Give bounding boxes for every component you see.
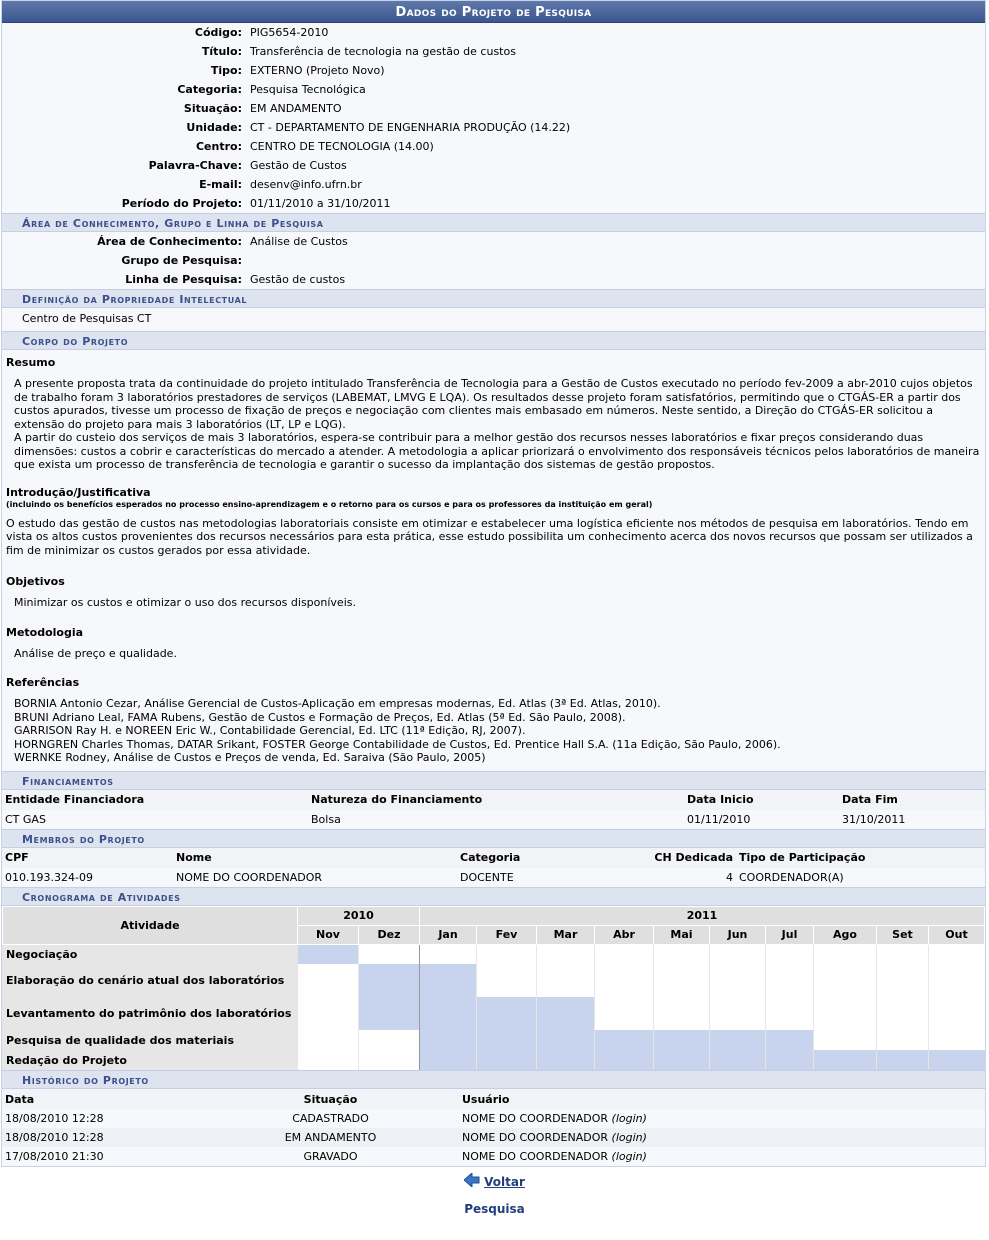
cronograma-cell: [359, 997, 420, 1030]
historico-usuario-name: NOME DO COORDENADOR: [462, 1131, 609, 1144]
cronograma-cell: [654, 944, 710, 964]
table-row: [2, 868, 985, 887]
historico-situacao: EM ANDAMENTO: [202, 1128, 459, 1147]
cronograma-cell: [814, 964, 877, 997]
membros-header: Categoria: [457, 848, 647, 868]
cronograma-month-header: Nov: [298, 925, 359, 944]
financiamentos-cell: CT GAS: [2, 810, 308, 829]
project-info-table: [2, 23, 985, 213]
membros-cell: 010.193.324-09: [2, 868, 173, 887]
propriedade-value: Centro de Pesquisas CT: [2, 308, 985, 331]
cronograma-cell: [359, 1050, 420, 1070]
cronograma-activity-name: Negociação: [3, 944, 298, 964]
cronograma-activity-name: Elaboração do cenário atual dos laboratórios: [3, 964, 298, 997]
metodologia-title: Metodologia: [6, 625, 84, 639]
cronograma-cell: [595, 997, 654, 1030]
membros-cell: DOCENTE: [457, 868, 647, 887]
cronograma-month-header: Set: [877, 925, 929, 944]
membros-section-title-text: Membros do Projeto: [22, 832, 145, 846]
cronograma-activity-name: Redação do Projeto: [3, 1050, 298, 1070]
project-field-row: [2, 137, 985, 156]
membros-section-title: [2, 829, 985, 848]
reference-item: WERNKE Rodney, Análise de Custos e Preços de venda, Ed. Saraiva (São Paulo, 2005): [14, 751, 486, 764]
project-field-value: Gestão de Custos: [250, 159, 347, 172]
project-field-label: Centro:: [195, 140, 242, 153]
project-field-label: Palavra-Chave:: [148, 159, 242, 172]
historico-usuario: [459, 1147, 985, 1166]
area-field-value: Análise de Custos: [250, 235, 348, 248]
cronograma-cell: [654, 964, 710, 997]
membros-cell: COORDENADOR(A): [736, 868, 985, 887]
cronograma-cell: [420, 964, 477, 997]
resumo-paragraph-1: A presente proposta trata da continuidade do projeto intitulado Transferência de Tecnologia para a Gestão de Custos executado no período fev-2009 a abr-2010 cujos objetos de trabalho foram 3 laboratórios prestadores de serviços (LABEMAT, LMVG E LQA). Os resultados desse projeto foram satisfatórios, permitindo que o CTGÁS-ER a partir dos custos apurados, tivesse um processo de fixação de preços e negociação com clientes mais embasado em números. Neste sentido, a Direção do CTGÁS-ER solicitou a extensão do projeto para mais 3 laboratórios (LT, LP e LQG).: [14, 377, 973, 431]
cronograma-cell: [877, 1050, 929, 1070]
cronograma-cell: [359, 1030, 420, 1050]
cronograma-activity-name: Pesquisa de qualidade dos materiais: [3, 1030, 298, 1050]
historico-usuario-name: NOME DO COORDENADOR: [462, 1112, 609, 1125]
membros-cell: 4: [647, 868, 736, 887]
project-field-value: 01/11/2010 a 31/10/2011: [250, 197, 391, 210]
project-field-label: Unidade:: [186, 121, 242, 134]
cronograma-month-header: Abr: [595, 925, 654, 944]
cronograma-cell: [537, 1050, 595, 1070]
table-row: [2, 810, 985, 829]
project-field-value: EXTERNO (Projeto Novo): [250, 64, 385, 77]
cronograma-year-2010: 2010: [298, 906, 420, 925]
cronograma-year-2011: 2011: [420, 906, 985, 925]
cronograma-cell: [929, 944, 985, 964]
cronograma-cell: [766, 997, 814, 1030]
cronograma-cell: [595, 1030, 654, 1050]
reference-item: BRUNI Adriano Leal, FAMA Rubens, Gestão de Custos e Formação de Preços, Ed. Atlas (5ª Ed. São Paulo, 2008).: [14, 710, 626, 724]
project-field-label: Título:: [201, 45, 242, 58]
referencias-title: Referências: [6, 676, 80, 689]
project-field-row: [2, 194, 985, 213]
cronograma-cell: [420, 997, 477, 1030]
project-field-row: [2, 156, 985, 175]
historico-header-situacao: Situação: [202, 1089, 459, 1109]
resumo-paragraph-2: A partir do custeio dos serviços de mais 3 laboratórios, espera-se contribuir para a melhor gestão dos recursos nesses laboratórios e fixar preços considerando duas dimensões: custos a cobrir e características do mercado a atender. A metodologia a aplicar priorizará o envolvimento dos responsáveis técnicos pelos laboratórios de maneira que exista um processo de transferência de tecnologia e garantir o sucesso da implantação dos sistemas de gestão propostos.: [14, 431, 980, 471]
membros-header: CH Dedicada: [647, 848, 736, 868]
project-field-row: [2, 80, 985, 99]
cronograma-cell: [477, 964, 537, 997]
footer-actions: [0, 1173, 989, 1216]
financiamentos-header: Data Inicio: [684, 790, 839, 810]
cronograma-activity-name: Levantamento do patrimônio dos laboratórios: [3, 997, 298, 1030]
historico-table: [2, 1089, 985, 1166]
cronograma-cell: [298, 997, 359, 1030]
cronograma-cell: [877, 964, 929, 997]
cronograma-cell: [766, 1030, 814, 1050]
financiamentos-section-title: [2, 771, 985, 790]
historico-situacao: GRAVADO: [202, 1147, 459, 1166]
table-row: [2, 1128, 985, 1147]
project-field-row: [2, 118, 985, 137]
cronograma-cell: [654, 1050, 710, 1070]
historico-login-label: (login): [611, 1150, 647, 1163]
project-field-label: Situação:: [183, 102, 242, 115]
cronograma-row: [3, 944, 985, 964]
area-field-label: Área de Conhecimento:: [97, 235, 242, 248]
financiamentos-cell: Bolsa: [308, 810, 684, 829]
area-section-title-text: Área de Conhecimento, Grupo e Linha de Pesquisa: [22, 217, 324, 230]
project-field-value: CT - DEPARTAMENTO DE ENGENHARIA PRODUÇÃO (14.22): [250, 121, 571, 134]
cronograma-cell: [814, 997, 877, 1030]
search-link[interactable]: Pesquisa: [464, 1202, 525, 1216]
historico-usuario: [459, 1128, 985, 1147]
cronograma-cell: [298, 944, 359, 964]
cronograma-section-title: [2, 887, 985, 906]
financiamentos-header: Entidade Financiadora: [2, 790, 308, 810]
project-field-value: PIG5654-2010: [250, 26, 329, 39]
cronograma-month-header: Out: [929, 925, 985, 944]
membros-header: CPF: [2, 848, 173, 868]
propriedade-section-title-text: Definição da Propriedade Intelectual: [22, 293, 248, 306]
cronograma-cell: [477, 997, 537, 1030]
project-field-row: [2, 42, 985, 61]
cronograma-cell: [477, 1030, 537, 1050]
cronograma-cell: [477, 944, 537, 964]
cronograma-cell: [766, 1050, 814, 1070]
resumo-text: [6, 377, 982, 472]
cronograma-cell: [537, 944, 595, 964]
project-field-row: [2, 61, 985, 80]
cronograma-cell: [595, 1050, 654, 1070]
cronograma-cell: [420, 1030, 477, 1050]
historico-data: 17/08/2010 21:30: [2, 1147, 202, 1166]
historico-login-label: (login): [611, 1131, 647, 1144]
historico-login-label: (login): [611, 1112, 647, 1125]
cronograma-cell: [710, 1030, 766, 1050]
intro-text: O estudo das gestão de custos nas metodologias laboratoriais consiste em otimizar e estabelecer uma logística eficiente nos métodos de pesquisa em laboratórios. Tendo em vista os altos custos provenientes dos recursos necessários para esta prática, esse estudo possibilita um conhecimento acerca dos novos recursos que possam ser utilizados a fim de minimizar os custos gerados por essa atividade.: [6, 516, 973, 557]
cronograma-month-header: Dez: [359, 925, 420, 944]
corpo-section-title: [2, 331, 985, 350]
cronograma-section-title-text: Cronograma de Atividades: [22, 890, 181, 904]
project-field-label: Código:: [194, 26, 242, 39]
cronograma-cell: [710, 1050, 766, 1070]
cronograma-cell: [929, 997, 985, 1030]
page-title: [2, 1, 985, 23]
cronograma-cell: [766, 944, 814, 964]
project-field-value: EM ANDAMENTO: [250, 102, 342, 115]
financiamentos-table: [2, 790, 985, 829]
referencias-list: [6, 697, 982, 765]
project-field-value: CENTRO DE TECNOLOGIA (14.00): [250, 140, 434, 153]
cronograma-cell: [298, 1050, 359, 1070]
cronograma-row: [3, 964, 985, 997]
membros-table: [2, 848, 985, 887]
area-field-label: Linha de Pesquisa:: [125, 273, 242, 286]
reference-item: HORNGREN Charles Thomas, DATAR Srikant, FOSTER George Contabilidade de Custos, Ed. Prentice Hall S.A. (11a Edição, São Paulo, 2006).: [14, 737, 781, 751]
membros-header: Tipo de Participação: [736, 848, 985, 868]
area-field-value: Gestão de custos: [250, 273, 346, 286]
cronograma-cell: [654, 1030, 710, 1050]
cronograma-cell: [814, 1030, 877, 1050]
cronograma-month-header: Jul: [766, 925, 814, 944]
cronograma-month-header: Jun: [710, 925, 766, 944]
intro-subtitle: (incluindo os benefícios esperados no processo ensino-aprendizagem e o retorno para os cursos e para os professores da instituição em geral): [6, 499, 653, 509]
page-title-text: Dados do Projeto de Pesquisa: [395, 5, 592, 20]
historico-usuario: [459, 1109, 985, 1128]
cronograma-cell: [595, 964, 654, 997]
cronograma-month-header: Ago: [814, 925, 877, 944]
financiamentos-section-title-text: Financiamentos: [22, 774, 114, 788]
cronograma-cell: [814, 944, 877, 964]
back-link[interactable]: [464, 1173, 525, 1190]
project-field-row: [2, 175, 985, 194]
objetivos-text: Minimizar os custos e otimizar o uso dos recursos disponíveis.: [14, 596, 356, 609]
historico-section-title-text: Histórico do Projeto: [22, 1074, 149, 1087]
cronograma-row: [3, 1050, 985, 1070]
reference-item: BORNIA Antonio Cezar, Análise Gerencial de Custos-Aplicação em empresas modernas, Ed. Atlas (3ª Ed. Atlas, 2010).: [14, 697, 661, 710]
financiamentos-header: Natureza do Financiamento: [308, 790, 684, 810]
project-field-value: desenv@info.ufrn.br: [250, 178, 362, 191]
cronograma-cell: [359, 964, 420, 997]
historico-usuario-name: NOME DO COORDENADOR: [462, 1150, 609, 1163]
table-row: [2, 1147, 985, 1166]
project-field-label: Tipo:: [210, 64, 242, 77]
area-field-value: [247, 251, 985, 270]
cronograma-cell: [654, 997, 710, 1030]
cronograma-month-header: Mar: [537, 925, 595, 944]
project-field-label: Categoria:: [177, 83, 242, 96]
cronograma-cell: [537, 997, 595, 1030]
propriedade-section-title: [2, 289, 985, 308]
area-field-label: Grupo de Pesquisa:: [121, 254, 242, 267]
objetivos-title: Objetivos: [6, 575, 65, 588]
historico-section-title: [2, 1070, 985, 1089]
cronograma-cell: [710, 964, 766, 997]
historico-data: 18/08/2010 12:28: [2, 1128, 202, 1147]
cronograma-cell: [298, 964, 359, 997]
cronograma-cell: [766, 964, 814, 997]
area-field-row: [2, 232, 985, 251]
cronograma-cell: [877, 997, 929, 1030]
reference-item: GARRISON Ray H. e NOREEN Eric W., Contabilidade Gerencial, Ed. LTC (11ª Edição, RJ, 2007).: [14, 724, 526, 737]
arrow-left-icon: [464, 1173, 480, 1190]
project-field-label: E-mail:: [199, 178, 242, 191]
cronograma-table: [2, 906, 985, 1071]
cronograma-cell: [537, 964, 595, 997]
cronograma-row: [3, 997, 985, 1030]
area-info-table: [2, 232, 985, 289]
project-field-value: Pesquisa Tecnológica: [250, 83, 366, 96]
financiamentos-cell: 31/10/2011: [839, 810, 985, 829]
area-field-row: [2, 270, 985, 289]
cronograma-cell: [595, 944, 654, 964]
corpo-content: [2, 350, 985, 771]
area-section-title: [2, 213, 985, 232]
historico-header-usuario: Usuário: [459, 1089, 985, 1109]
cronograma-cell: [298, 1030, 359, 1050]
membros-header: Nome: [173, 848, 457, 868]
metodologia-text: Análise de preço e qualidade.: [14, 646, 177, 660]
cronograma-cell: [814, 1050, 877, 1070]
cronograma-cell: [537, 1030, 595, 1050]
cronograma-activity-header: Atividade: [3, 906, 298, 944]
cronograma-cell: [877, 944, 929, 964]
project-field-label: Período do Projeto:: [121, 197, 242, 210]
cronograma-month-header: Mai: [654, 925, 710, 944]
cronograma-cell: [477, 1050, 537, 1070]
cronograma-cell: [420, 1050, 477, 1070]
cronograma-cell: [710, 997, 766, 1030]
area-field-row: [2, 251, 985, 270]
cronograma-cell: [710, 944, 766, 964]
cronograma-cell: [359, 944, 420, 964]
project-field-row: [2, 23, 985, 42]
historico-situacao: CADASTRADO: [202, 1109, 459, 1128]
back-link-label: Voltar: [484, 1174, 525, 1189]
cronograma-cell: [420, 944, 477, 964]
cronograma-cell: [929, 964, 985, 997]
historico-data: 18/08/2010 12:28: [2, 1109, 202, 1128]
resumo-title: Resumo: [6, 356, 56, 369]
project-field-row: [2, 99, 985, 118]
membros-cell: NOME DO COORDENADOR: [173, 868, 457, 887]
cronograma-cell: [877, 1030, 929, 1050]
intro-title: Introdução/Justificativa: [6, 485, 151, 499]
cronograma-month-header: Fev: [477, 925, 537, 944]
financiamentos-header: Data Fim: [839, 790, 985, 810]
cronograma-row: [3, 1030, 985, 1050]
cronograma-month-header: Jan: [420, 925, 477, 944]
corpo-section-title-text: Corpo do Projeto: [22, 335, 129, 348]
historico-header-data: Data: [2, 1089, 202, 1109]
financiamentos-cell: 01/11/2010: [684, 810, 839, 829]
project-field-value: Transferência de tecnologia na gestão de custos: [250, 45, 516, 58]
cronograma-cell: [929, 1030, 985, 1050]
cronograma-cell: [929, 1050, 985, 1070]
project-details-panel: [1, 0, 986, 1167]
table-row: [2, 1109, 985, 1128]
